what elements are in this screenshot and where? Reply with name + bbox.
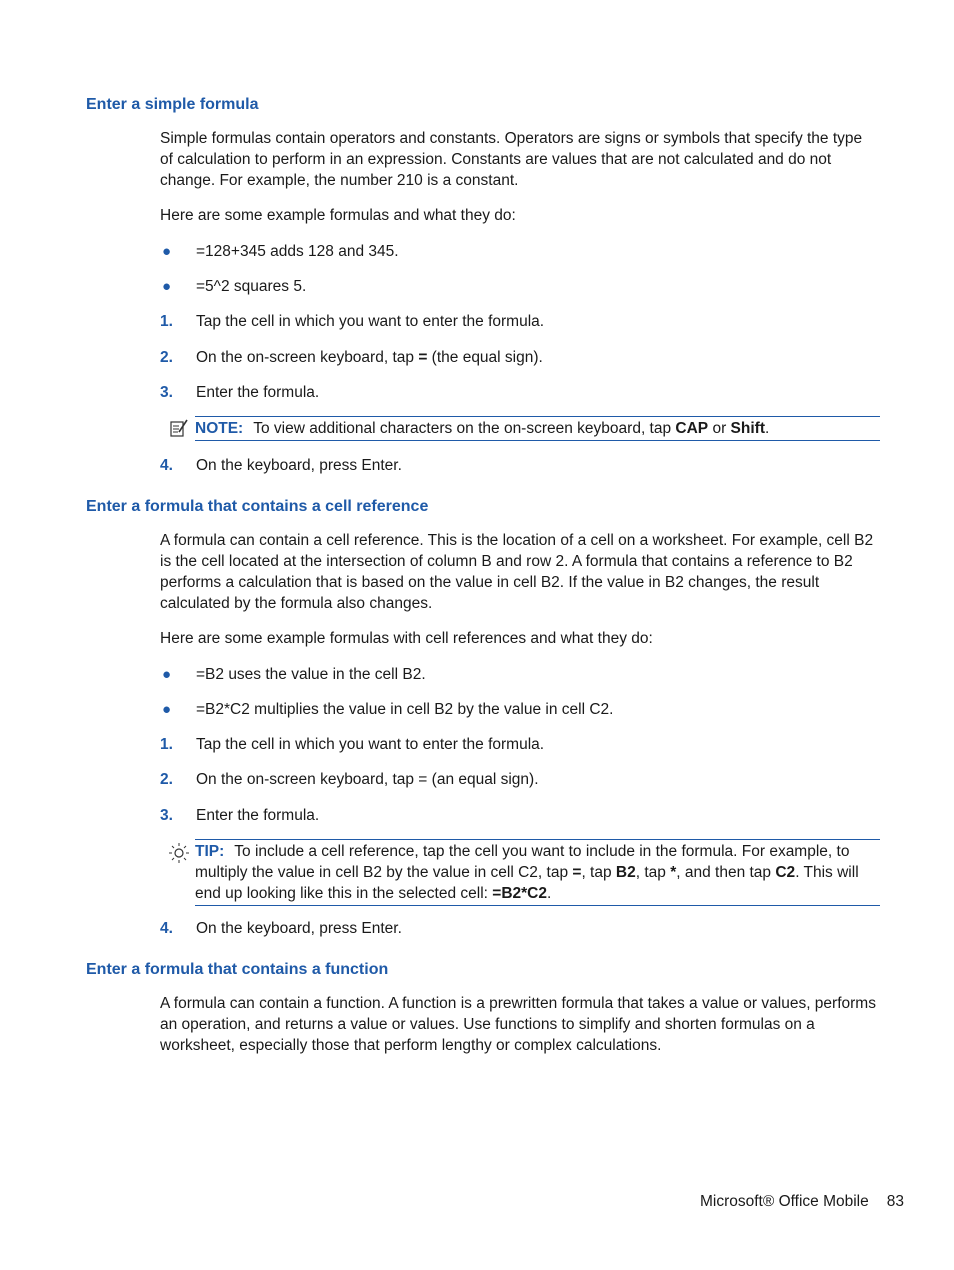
tip-formula: =B2*C2: [492, 885, 547, 902]
step-text: Tap the cell in which you want to enter the formula.: [196, 736, 545, 753]
list-item: [160, 664, 880, 685]
step-number: 2.: [160, 771, 173, 788]
tip-text: , and then tap: [676, 864, 776, 881]
step-text: Tap the cell in which you want to enter the formula.: [196, 313, 545, 330]
list-item: [160, 699, 880, 720]
step-item: [160, 347, 880, 368]
step-text: On the keyboard, press Enter.: [196, 920, 402, 937]
list-item-text: =B2 uses the value in the cell B2.: [196, 666, 426, 683]
tip-key: B2: [615, 864, 636, 881]
bullet-dot-icon: ●: [162, 701, 172, 718]
step-text: On the on-screen keyboard, tap = (the equal sign).: [196, 349, 543, 366]
tip-key: C2: [775, 864, 796, 881]
step-item: [160, 918, 880, 939]
section-heading-cell-reference: Enter a formula that contains a cell reference: [86, 498, 429, 515]
tip-text: To include a cell reference, tap the cell you want to include in the formula. For example, to multiply the value in cell B2 by the value in cell C2, tap: [195, 843, 850, 881]
tip-key: *: [670, 864, 677, 881]
step-text: Enter the formula.: [196, 384, 320, 401]
step-text: Enter the formula.: [196, 807, 320, 824]
step-item: [160, 455, 880, 476]
note-key-shift: Shift: [730, 420, 765, 437]
note-text: or: [708, 420, 731, 437]
step-item: [160, 382, 880, 403]
lightbulb-sun-icon: [168, 842, 190, 864]
step-text: On the keyboard, press Enter.: [196, 457, 402, 474]
paragraph: A formula can contain a function. A function is a prewritten formula that takes a value or values, performs an operation, and returns a value or values. Use functions to simplify and shorten formulas on a worksheet, especially those that perform lengthy or complex calculations.: [160, 995, 876, 1054]
step-number: 1.: [160, 313, 173, 330]
step-text: On the on-screen keyboard, tap = (an equal sign).: [196, 771, 539, 788]
footer-title: Microsoft® Office Mobile: [699, 1193, 869, 1210]
list-item-text: =B2*C2 multiplies the value in cell B2 by the value in cell C2.: [196, 701, 614, 718]
bullet-dot-icon: ●: [162, 243, 172, 260]
tip-callout: [195, 839, 880, 906]
note-label: NOTE:: [195, 420, 244, 437]
tip-key: =: [572, 864, 582, 881]
paragraph: Here are some example formulas with cell references and what they do:: [160, 630, 653, 647]
step-number: 4.: [160, 920, 173, 937]
tip-text: , tap: [581, 864, 616, 881]
note-key-cap: CAP: [675, 420, 709, 437]
section-heading-simple-formula: Enter a simple formula: [86, 96, 259, 113]
paragraph: Simple formulas contain operators and constants. Operators are signs or symbols that specify the type of calculation to perform in an expression. Constants are values that are not calculated and do not change. For example, the number 210 is a constant.: [160, 130, 863, 189]
list-item-text: =5^2 squares 5.: [196, 278, 307, 295]
paragraph: A formula can contain a cell reference. This is the location of a cell on a worksheet. For example, cell B2 is the cell located at the intersection of column B and row 2. A formula that contains a reference to B2 performs a calculation that is based on the value in cell B2. If the value in B2 changes, the result calculated by the formula also changes.: [160, 532, 874, 612]
note-pencil-icon: [168, 418, 190, 440]
step-number: 4.: [160, 457, 173, 474]
step-number: 3.: [160, 807, 173, 824]
tip-text: . This will end up looking like this in the selected cell:: [195, 864, 859, 902]
step-number: 3.: [160, 384, 173, 401]
page-footer: [700, 1192, 904, 1212]
tip-text: .: [546, 885, 552, 902]
step-item: [160, 734, 880, 755]
step-number: 1.: [160, 736, 173, 753]
list-item-text: =128+345 adds 128 and 345.: [196, 243, 399, 260]
tip-label: TIP:: [195, 843, 225, 860]
step-item: [160, 769, 880, 790]
paragraph: Here are some example formulas and what they do:: [160, 207, 516, 224]
bullet-dot-icon: ●: [162, 666, 172, 683]
page-number: 83: [886, 1193, 904, 1210]
tip-text: , tap: [635, 864, 671, 881]
list-item: [160, 241, 880, 262]
section-heading-function: Enter a formula that contains a function: [86, 961, 389, 978]
note-text: .: [764, 420, 770, 437]
step-number: 2.: [160, 349, 173, 366]
list-item: [160, 276, 880, 297]
step-item: [160, 311, 880, 332]
note-text: To view additional characters on the on-screen keyboard, tap: [253, 420, 676, 437]
bullet-dot-icon: ●: [162, 278, 172, 295]
note-callout: [195, 416, 880, 441]
step-item: [160, 805, 880, 826]
